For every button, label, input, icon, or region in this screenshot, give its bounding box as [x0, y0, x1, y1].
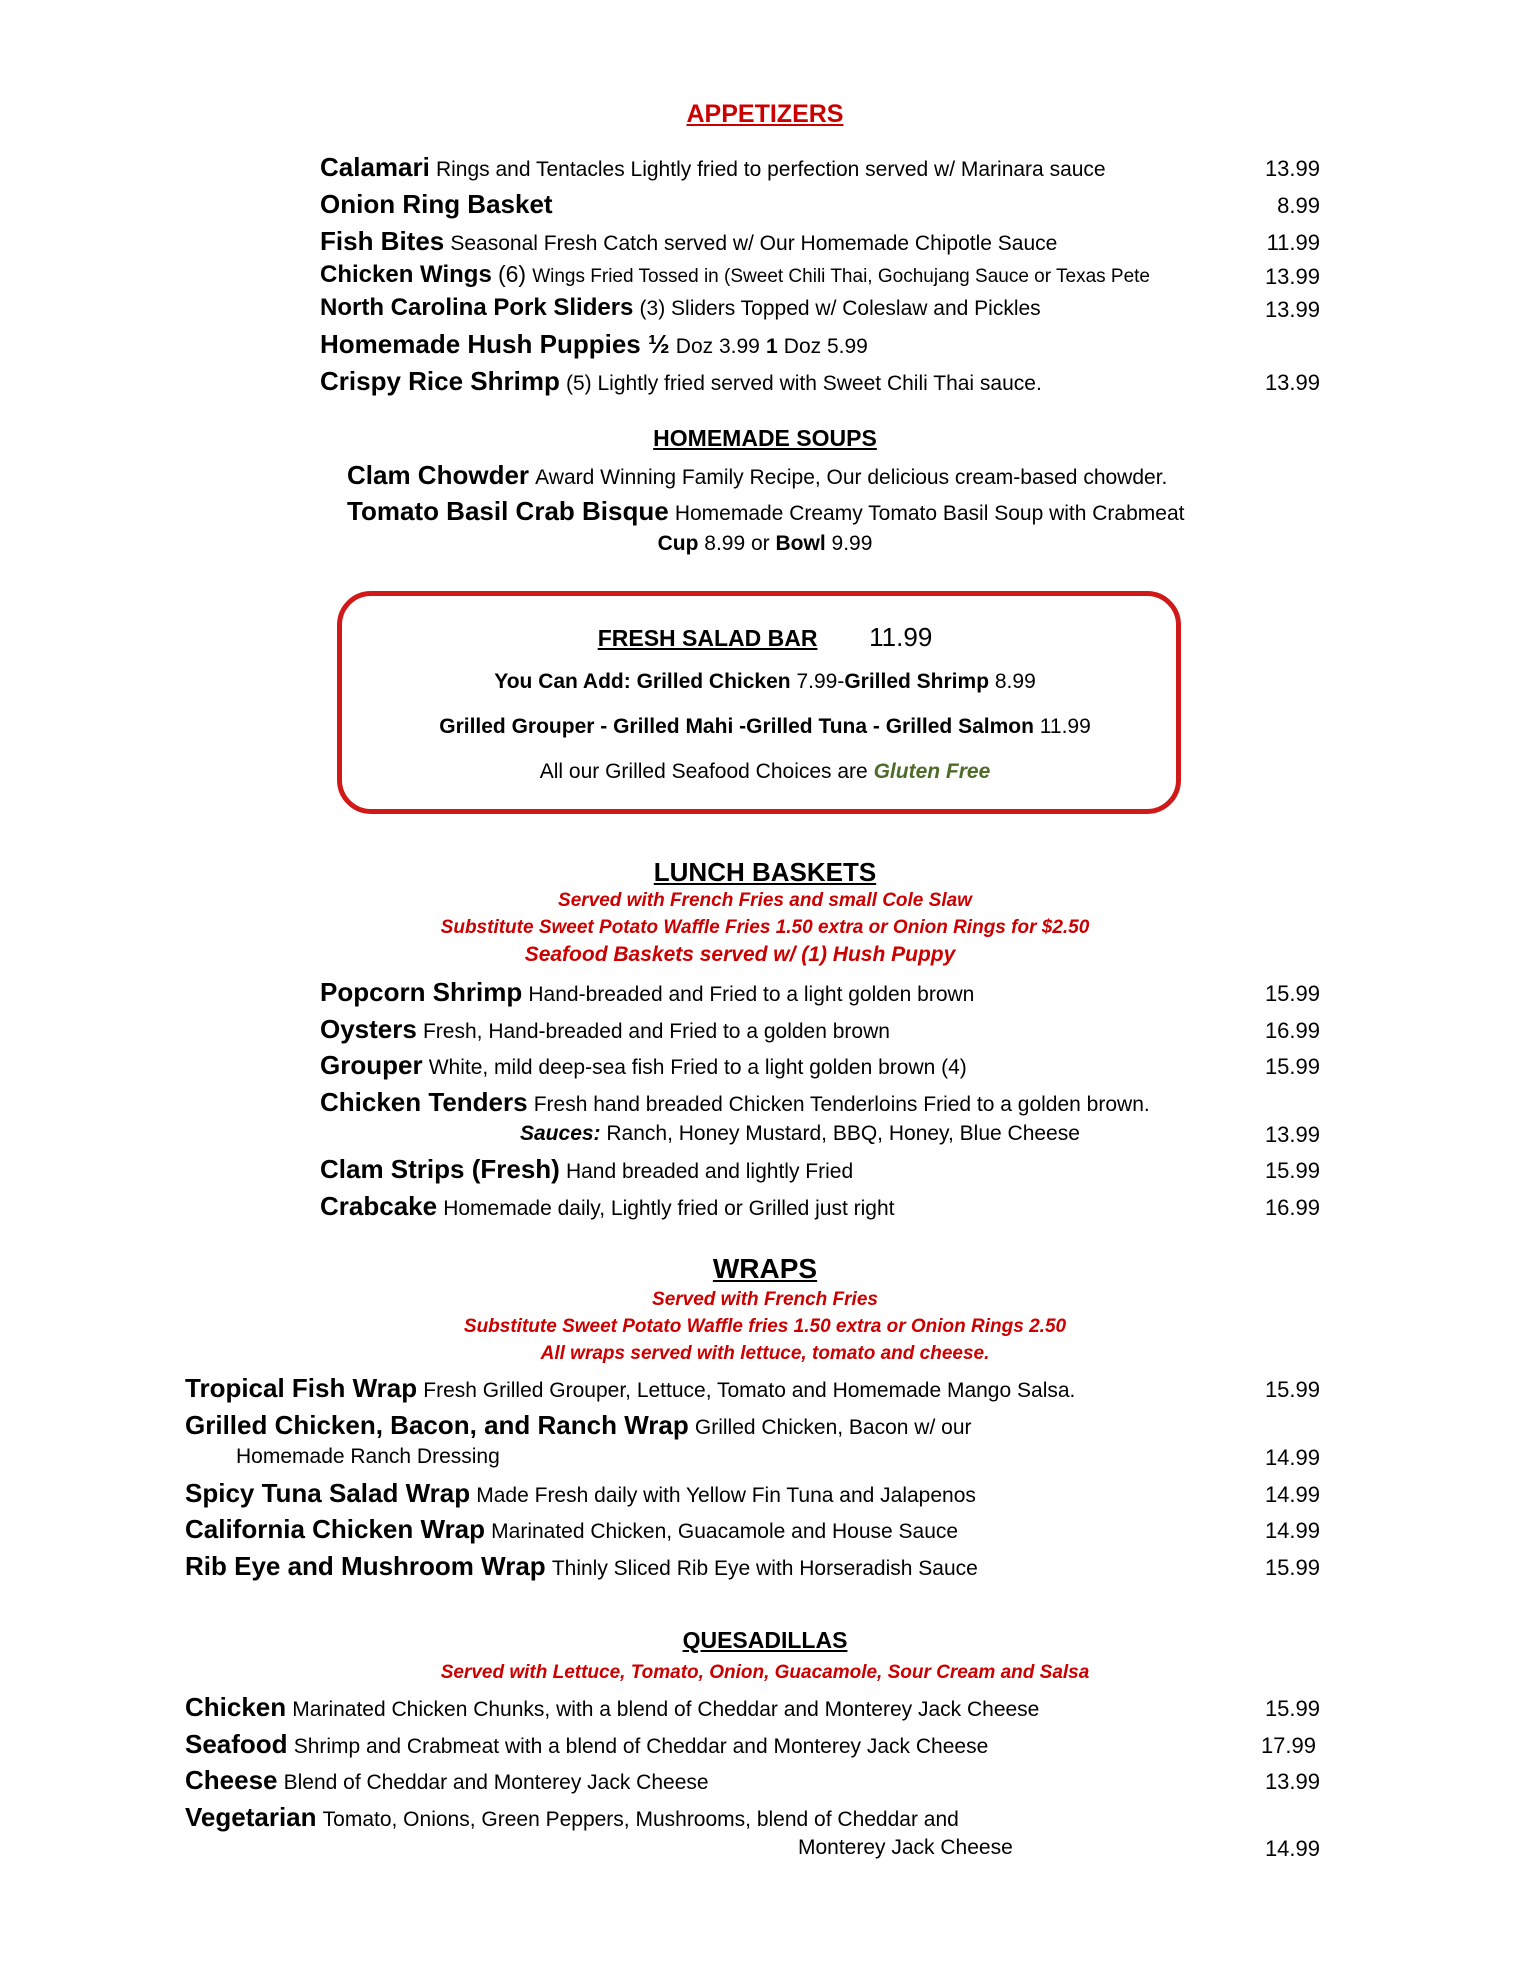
item-price: 15.99	[1264, 981, 1320, 1006]
item-name: Chicken Tenders	[320, 1087, 528, 1117]
cup-label: Cup	[657, 532, 699, 555]
lunch-note: Seafood Baskets served w/ (1) Hush Puppy	[524, 943, 956, 966]
item-desc: Made Fresh daily with Yellow Fin Tuna and Jalapenos	[476, 1484, 976, 1507]
item-desc: Rings and Tentacles Lightly fried to perfection served w/ Marinara sauce	[435, 158, 1106, 181]
item-desc: White, mild deep-sea fish Fried to a light golden brown (4)	[428, 1056, 967, 1079]
item-name: Grilled Chicken, Bacon, and Ranch Wrap	[185, 1410, 689, 1440]
menu-item	[320, 226, 1057, 257]
menu-item	[347, 496, 1184, 527]
item-desc: Blend of Cheddar and Monterey Jack Cheese	[283, 1771, 709, 1794]
item-price: 13.99	[1264, 156, 1320, 181]
shrimp-label: Grilled Shrimp	[844, 670, 990, 693]
item-desc: Doz 3.99	[675, 335, 760, 358]
gluten-free-line	[0, 760, 1530, 784]
item-name: Clam Strips (Fresh)	[320, 1154, 560, 1184]
lunch-note: Substitute Sweet Potato Waffle Fries 1.50 extra or Onion Rings for $2.50	[440, 917, 1090, 938]
item-name: Vegetarian	[185, 1802, 317, 1832]
item-name: Clam Chowder	[347, 460, 530, 490]
gf-text: All our Grilled Seafood Choices are	[539, 760, 868, 783]
item-price: 13.99	[1264, 264, 1320, 289]
chicken-price: 7.99-	[796, 670, 845, 693]
item-desc: Thinly Sliced Rib Eye with Horseradish Sauce	[551, 1557, 978, 1580]
menu-item	[347, 460, 1167, 491]
shrimp-price: 8.99	[994, 670, 1036, 693]
menu-item	[320, 329, 868, 360]
item-name: Crispy Rice Shrimp	[320, 366, 560, 396]
fish-label: Grilled Grouper - Grilled Mahi -Grilled Tuna - Grilled Salmon	[439, 715, 1034, 738]
item-desc: Wings Fried Tossed in (Sweet Chili Thai, Gochujang Sauce or Texas Pete	[532, 266, 1151, 287]
item-desc: Fresh hand breaded Chicken Tenderloins Fried to a golden brown.	[533, 1093, 1150, 1116]
item-name: Tomato Basil Crab Bisque	[347, 496, 669, 526]
item-desc: Shrimp and Crabmeat with a blend of Cheddar and Monterey Jack Cheese	[293, 1735, 989, 1758]
salad-bar-heading: FRESH SALAD BAR	[597, 625, 818, 651]
menu-item	[185, 1551, 978, 1582]
wraps-heading: WRAPS	[712, 1253, 818, 1284]
salad-add-label: You Can Add: Grilled Chicken	[494, 670, 791, 693]
item-name: North Carolina Pork Sliders	[320, 294, 634, 321]
menu-item	[185, 1514, 958, 1545]
item-name: Grouper	[320, 1050, 423, 1080]
item-name: Fish Bites	[320, 226, 445, 256]
wraps-note: All wraps served with lettuce, tomato and cheese.	[540, 1343, 990, 1364]
appetizers-heading: APPETIZERS	[686, 100, 844, 128]
salad-bar-title	[0, 622, 1530, 653]
quesadillas-note: Served with Lettuce, Tomato, Onion, Guacamole, Sour Cream and Salsa	[440, 1662, 1090, 1683]
item-desc: Hand-breaded and Fried to a light golden brown	[528, 983, 975, 1006]
item-desc: Fresh, Hand-breaded and Fried to a golden brown	[422, 1020, 890, 1043]
item-price: 13.99	[1264, 1769, 1320, 1794]
bowl-label: Bowl	[775, 532, 826, 555]
item-name: Tropical Fish Wrap	[185, 1373, 418, 1403]
item-price: 16.99	[1264, 1195, 1320, 1220]
wraps-note: Served with French Fries	[652, 1289, 878, 1310]
item-price: 14.99	[1264, 1445, 1320, 1470]
lunch-note: Served with French Fries and small Cole Slaw	[558, 890, 972, 911]
menu-item	[320, 294, 1041, 322]
menu-item	[185, 1478, 976, 1509]
item-price: 17.99	[1260, 1733, 1316, 1758]
menu-item	[320, 1014, 890, 1045]
item-name: Cheese	[185, 1765, 278, 1795]
menu-item	[185, 1802, 959, 1833]
item-desc: Hand breaded and lightly Fried	[565, 1160, 854, 1183]
menu-item	[185, 1765, 709, 1796]
lunch-baskets-heading: LUNCH BASKETS	[653, 857, 877, 887]
menu-item	[185, 1692, 1039, 1723]
item-desc: Grilled Chicken, Bacon w/ our	[694, 1416, 972, 1439]
item-price: 13.99	[1264, 370, 1320, 395]
sauces-label: Sauces:	[520, 1122, 601, 1145]
item-desc: Seasonal Fresh Catch served w/ Our Homemade Chipotle Sauce	[450, 232, 1058, 255]
item-desc: (3) Sliders Topped w/ Coleslaw and Pickles	[639, 297, 1041, 320]
menu-item	[320, 152, 1106, 183]
menu-item	[320, 1191, 895, 1222]
menu-item	[320, 977, 974, 1008]
wraps-note: Substitute Sweet Potato Waffle fries 1.50 extra or Onion Rings 2.50	[463, 1316, 1067, 1337]
item-price: 13.99	[1264, 297, 1320, 322]
item-desc-continued: Homemade Ranch Dressing	[236, 1445, 500, 1468]
bowl-price: 9.99	[831, 532, 873, 555]
item-desc-bold: 1	[765, 335, 778, 358]
cup-price: 8.99 or	[704, 532, 770, 555]
item-name: Calamari	[320, 152, 430, 182]
soups-heading: HOMEMADE SOUPS	[653, 425, 877, 451]
item-desc: Award Winning Family Recipe, Our delicious cream-based chowder.	[535, 466, 1168, 489]
item-price: 16.99	[1264, 1018, 1320, 1043]
item-name: Onion Ring Basket	[320, 189, 553, 219]
item-desc: Homemade Creamy Tomato Basil Soup with Crabmeat	[674, 502, 1185, 525]
menu-item	[185, 1729, 988, 1760]
menu-item	[320, 1087, 1150, 1118]
menu-item	[185, 1373, 1075, 1404]
item-name: California Chicken Wrap	[185, 1514, 486, 1544]
menu-item	[320, 189, 553, 220]
item-desc: Marinated Chicken Chunks, with a blend of Cheddar and Monterey Jack Cheese	[292, 1698, 1040, 1721]
salad-bar-price: 11.99	[869, 622, 933, 652]
item-price: 15.99	[1264, 1054, 1320, 1079]
item-name: Seafood	[185, 1729, 288, 1759]
salad-fish-line	[0, 715, 1530, 739]
item-price: 15.99	[1264, 1377, 1320, 1402]
item-name: Rib Eye and Mushroom Wrap	[185, 1551, 546, 1581]
fish-price: 11.99	[1039, 715, 1091, 738]
item-desc: Tomato, Onions, Green Peppers, Mushrooms, blend of Cheddar and	[322, 1808, 959, 1831]
item-name: Spicy Tuna Salad Wrap	[185, 1478, 471, 1508]
item-name: Homemade Hush Puppies ½	[320, 329, 670, 359]
item-desc: (5) Lightly fried served with Sweet Chili Thai sauce.	[565, 372, 1042, 395]
item-name: Oysters	[320, 1014, 417, 1044]
sauces-list: Ranch, Honey Mustard, BBQ, Honey, Blue Cheese	[606, 1122, 1080, 1145]
item-price: 13.99	[1264, 1122, 1320, 1147]
salad-add-line	[0, 670, 1530, 694]
soup-sizes	[0, 532, 1530, 556]
menu-item	[320, 366, 1042, 397]
item-name: Chicken Wings	[320, 261, 492, 288]
quesadillas-heading: QUESADILLAS	[682, 1627, 848, 1653]
item-price: 11.99	[1266, 230, 1320, 255]
item-name: Chicken	[185, 1692, 287, 1722]
item-price: 8.99	[1277, 193, 1320, 218]
sauces-line	[520, 1122, 1080, 1146]
item-price: 15.99	[1264, 1696, 1320, 1721]
menu-item	[185, 1410, 972, 1441]
item-price: 15.99	[1264, 1158, 1320, 1183]
item-desc-continued: Monterey Jack Cheese	[798, 1836, 1013, 1859]
item-name: Crabcake	[320, 1191, 438, 1221]
item-price: 14.99	[1264, 1482, 1320, 1507]
item-desc: Fresh Grilled Grouper, Lettuce, Tomato and Homemade Mango Salsa.	[423, 1379, 1076, 1402]
menu-item	[320, 1154, 853, 1185]
menu-item	[320, 1050, 967, 1081]
menu-item	[320, 261, 1150, 289]
item-qty: (6)	[497, 261, 527, 287]
item-price: 15.99	[1264, 1555, 1320, 1580]
item-price: 14.99	[1264, 1518, 1320, 1543]
item-desc: Doz 5.99	[783, 335, 868, 358]
item-name: Popcorn Shrimp	[320, 977, 523, 1007]
item-desc: Marinated Chicken, Guacamole and House Sauce	[491, 1520, 959, 1543]
item-price: 14.99	[1264, 1836, 1320, 1861]
item-desc: Homemade daily, Lightly fried or Grilled just right	[443, 1197, 895, 1220]
gluten-free-label: Gluten Free	[873, 760, 991, 783]
